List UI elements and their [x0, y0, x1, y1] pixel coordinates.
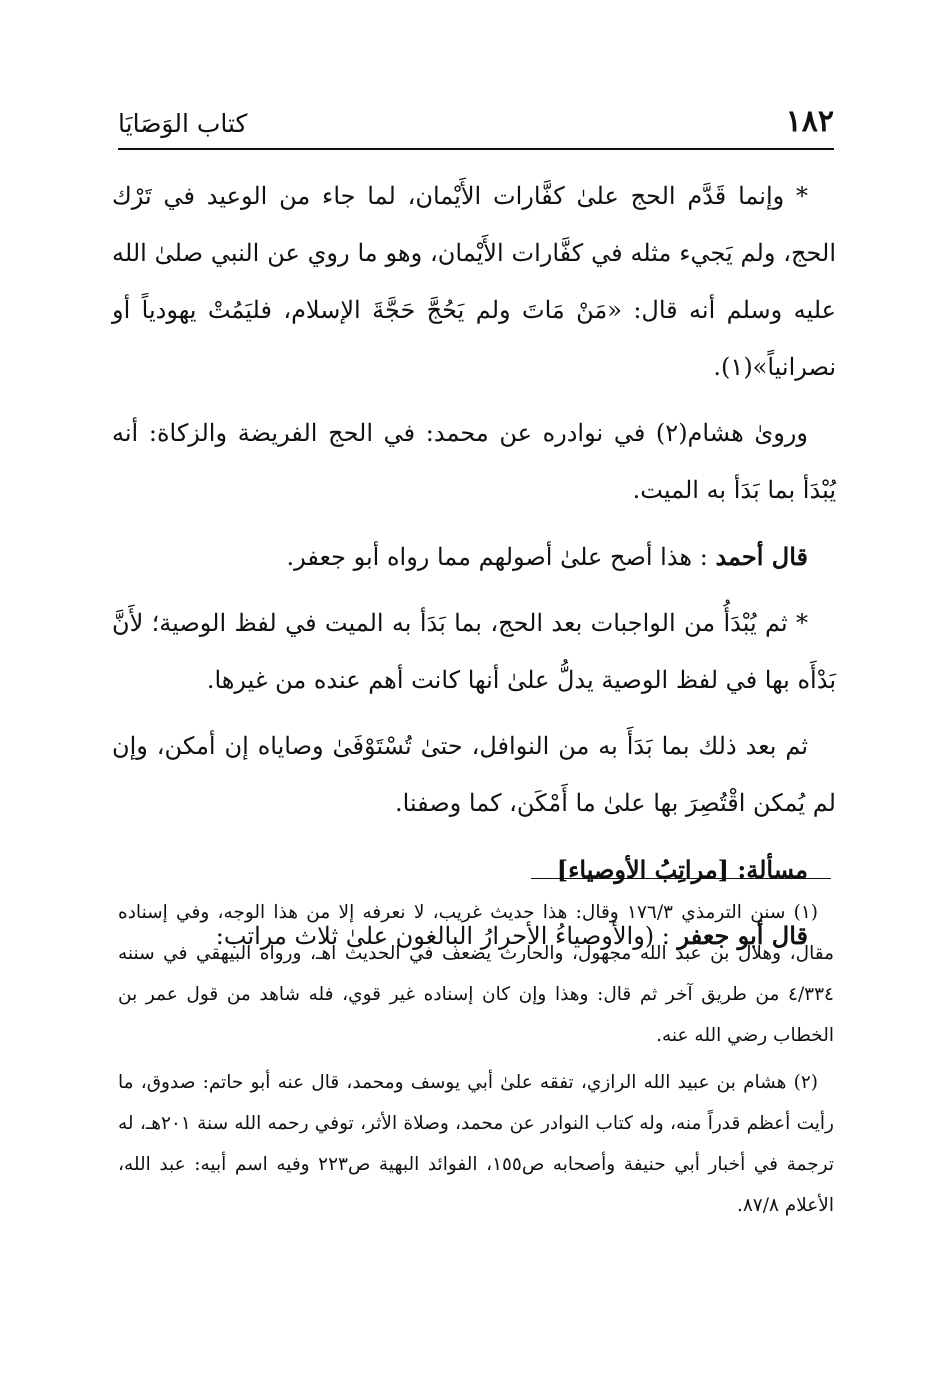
paragraph-6-text: : (والأوصياءُ الأحرارُ البالغون علىٰ ثلاث مراتب:	[215, 922, 670, 950]
running-header	[118, 100, 834, 146]
speaker-label: قال أبو جعفر	[677, 921, 808, 950]
section-heading: مسألة: [مراتِبُ الأوصياء]	[556, 855, 808, 884]
paragraph-5: ثم بعد ذلك بما بَدَأَ به من النوافل، حتىٰ تُسْتَوْفَىٰ وصاياه إن أمكن، وإن لم يُمكن اقْتُصِرَ بها علىٰ ما أَمْكَن، كما وصفنا.	[112, 732, 836, 817]
main-text	[112, 168, 836, 965]
running-title: كتاب الوَصَايَا	[118, 109, 248, 138]
footnote-1: (١) سنن الترمذي ١٧٦/٣ وقال: هذا حديث غريب، لا نعرفه إلا من هذا الوجه، وفي إسناده مقال، وهلال بن عبد الله مجهول، والحارث يضعف في الحديث اهـ، ورواه البيهقي في سننه ٤/٣٣٤ من طريق آخر ثم قال: وهذا وإن كان إسناده غير قوي، فله شاهد من قول عمر بن الخطاب رضي الله عنه.	[118, 902, 834, 1046]
paragraph-3-text: : هذا أصح علىٰ أصولهم مما رواه أبو جعفر.	[286, 543, 708, 571]
paragraph-3	[112, 528, 836, 586]
paragraph-2: ورویٰ هشام(٢) في نوادره عن محمد: في الحج الفريضة والزكاة: أنه يُبْدَأ بما بَدَأ به الميت.	[112, 419, 836, 504]
paragraph-1: * وإنما قَدَّم الحج علىٰ كفَّارات الأَيْمان، لما جاء من الوعيد في تَرْك الحج، ولم يَجيء مثله في كفَّارات الأَيْمان، وهو ما روي عن النبي صلىٰ الله عليه وسلم أنه قال: «مَنْ مَاتَ ولم يَحُجَّ حَجَّةَ الإسلام، فليَمُتْ يهودياً أو نصرانياً»(١).	[112, 182, 837, 381]
footnotes	[118, 892, 834, 1232]
header-divider	[118, 148, 834, 150]
paragraph-4: * ثم يُبْدَأُ من الواجبات بعد الحج، بما بَدَأ به الميت في لفظ الوصية؛ لأَنَّ بَدْأَه بها في لفظ الوصية يدلُّ علىٰ أنها كانت أهم عنده من غيرها.	[112, 609, 836, 694]
footnote-divider	[531, 878, 831, 879]
page-number: ١٨٢	[785, 104, 834, 139]
speaker-label: قال أحمد	[715, 542, 808, 571]
footnote-2: (٢) هشام بن عبيد الله الرازي، تفقه علىٰ أبي يوسف ومحمد، قال عنه أبو حاتم: صدوق، ما رأيت أعظم قدراً منه، وله كتاب النوادر عن محمد، وصلاة الأثر، توفي رحمه الله سنة ٢٠١هـ، له ترجمة في أخبار أبي حنيفة وأصحابه ص١٥٥، الفوائد البهية ص٢٢٣ وفيه اسم أبيه: عبد الله، الأعلام ٨٧/٨.	[118, 1072, 834, 1216]
